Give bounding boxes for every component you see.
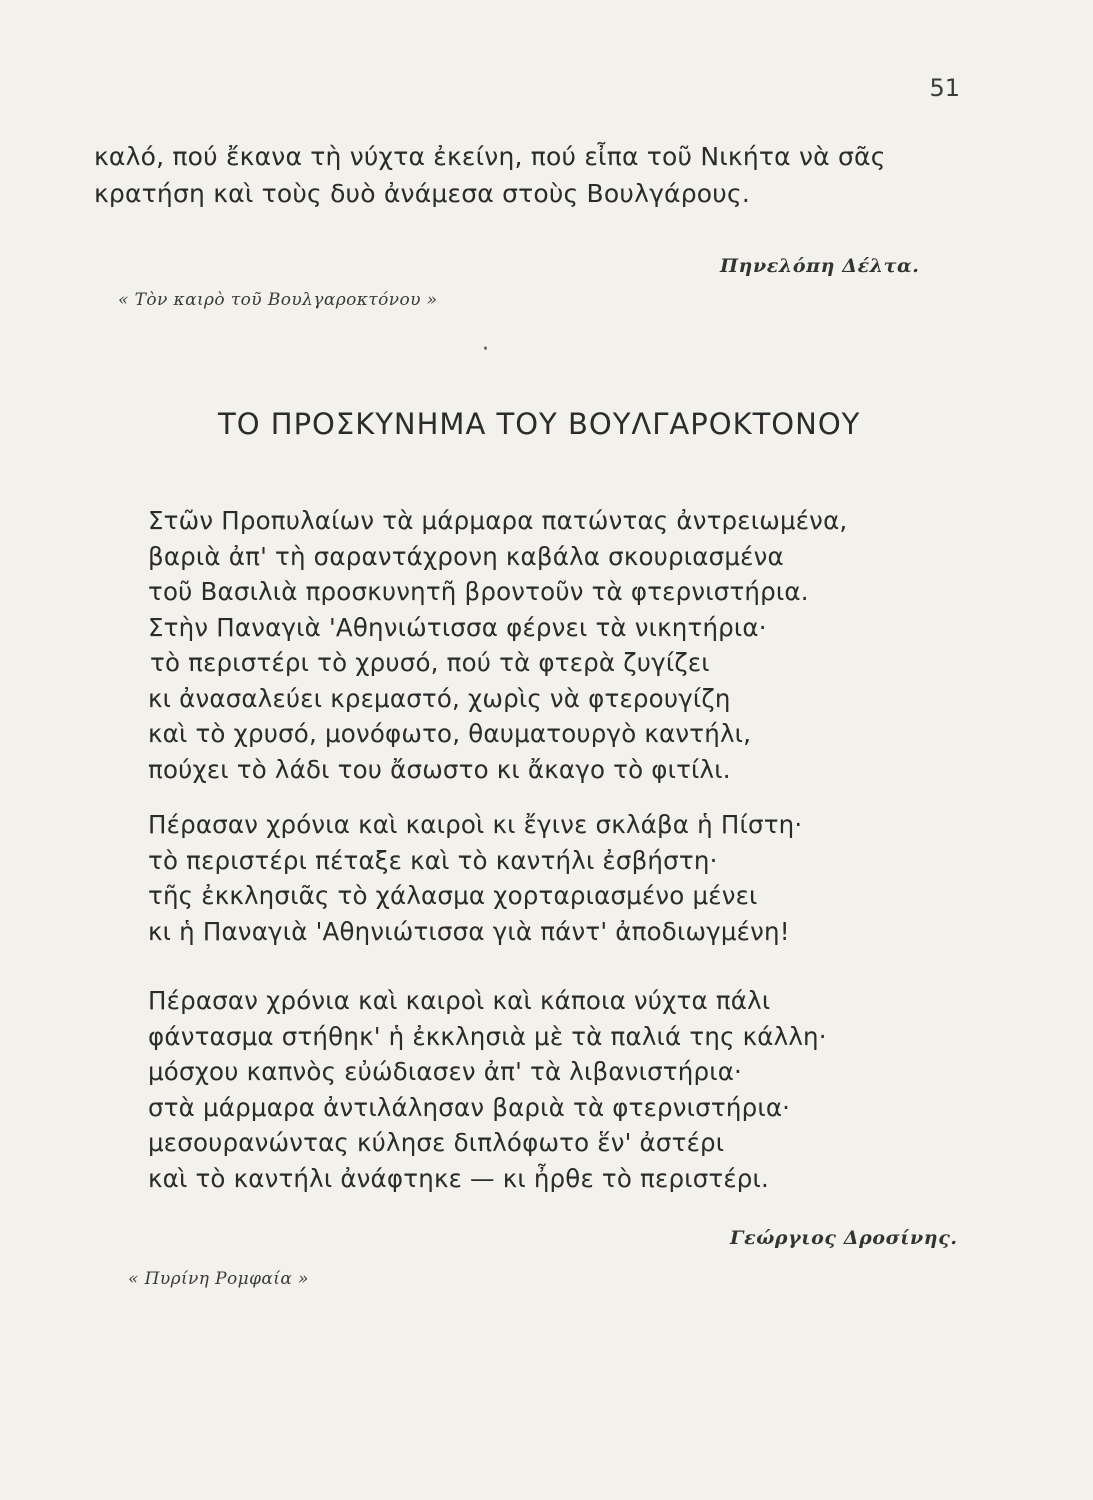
poem-line: στὰ μάρμαρα ἀντιλάλησαν βαριὰ τὰ φτερνιστήρια· xyxy=(148,1092,791,1122)
poem-source-citation: « Πυρίνη Ρομφαία » xyxy=(128,1269,309,1289)
poem-line: κι ἡ Παναγιὰ 'Αθηνιώτισσα γιὰ πάντ' ἀποδιωγμένη! xyxy=(148,916,790,946)
poem-line: τὸ περιστέρι τὸ χρυσό, πού τὰ φτερὰ ζυγίζει xyxy=(150,648,710,677)
poem-title: ΤΟ ΠΡΟΣΚΥΝΗΜΑ ΤΟΥ ΒΟΥΛΓΑΡΟΚΤΟΝΟΥ xyxy=(218,407,861,441)
source-citation: « Τὸν καιρὸ τοῦ Βουλγαροκτόνου » xyxy=(118,290,438,310)
page-number: 51 xyxy=(929,74,960,102)
poem-line: τὸ περιστέρι πέταξε καὶ τὸ καντήλι ἐσβήστη· xyxy=(148,845,718,875)
intro-paragraph xyxy=(94,138,994,212)
intro-line: καλό, πού ἔκανα τὴ νύχτα ἐκείνη, πού εἶπα τοῦ Νικήτα νὰ σᾶς xyxy=(94,142,886,171)
poem-line: καὶ τὸ καντήλι ἀνάφτηκε — κι ἦρθε τὸ περιστέρι. xyxy=(148,1163,770,1193)
intro-line: κρατήση καὶ τοὺς δυὸ ἀνάμεσα στοὺς Βουλγάρους. xyxy=(94,179,750,208)
poem-line: φάντασμα στήθηκ' ἡ ἐκκλησιὰ μὲ τὰ παλιά της κάλλη· xyxy=(148,1021,827,1051)
poem-author-signature: Γεώργιος Δροσίνης. xyxy=(730,1227,958,1249)
poem-line: Στὴν Παναγιὰ 'Αθηνιώτισσα φέρνει τὰ νικητήρια· xyxy=(148,612,767,642)
section-separator: · xyxy=(482,337,489,362)
poem-line: Στῶν Προπυλαίων τὰ μάρμαρα πατώντας ἀντρειωμένα, xyxy=(148,506,848,535)
poem-line: Πέρασαν χρόνια καὶ καιροὶ κι ἔγινε σκλάβα ἡ Πίστη· xyxy=(148,810,803,839)
poem-line: κι ἀνασαλεύει κρεμαστό, χωρὶς νὰ φτερουγίζη xyxy=(148,683,731,713)
poem-line: τῆς ἐκκλησιᾶς τὸ χάλασμα χορταριασμένο μένει xyxy=(148,881,758,910)
poem-line: καὶ τὸ χρυσό, μονόφωτο, θαυματουργὸ καντήλι, xyxy=(148,719,752,748)
poem-line: μόσχου καπνὸς εὐώδιασεν ἀπ' τὰ λιβανιστήρια· xyxy=(148,1057,743,1086)
poem-line: πούχει τὸ λάδι του ἄσωστο κι ἄκαγο τὸ φιτίλι. xyxy=(148,754,731,784)
poem-line: μεσουρανώντας κύλησε διπλόφωτο ἕν' ἀστέρι xyxy=(148,1128,725,1157)
poem-line: βαριὰ ἀπ' τὴ σαραντάχρονη καβάλα σκουριασμένα xyxy=(148,541,784,571)
poem-stanza-3 xyxy=(148,983,1028,1196)
poem-line: τοῦ Βασιλιὰ προσκυνητῆ βροντοῦν τὰ φτερνιστήρια. xyxy=(148,577,809,606)
poem-stanza-1 xyxy=(148,503,1028,787)
poem-stanza-2 xyxy=(148,807,1028,949)
author-signature: Πηνελόπη Δέλτα. xyxy=(720,255,920,277)
poem-line: Πέρασαν χρόνια καὶ καιροὶ καὶ κάποια νύχτα πάλι xyxy=(148,986,771,1015)
